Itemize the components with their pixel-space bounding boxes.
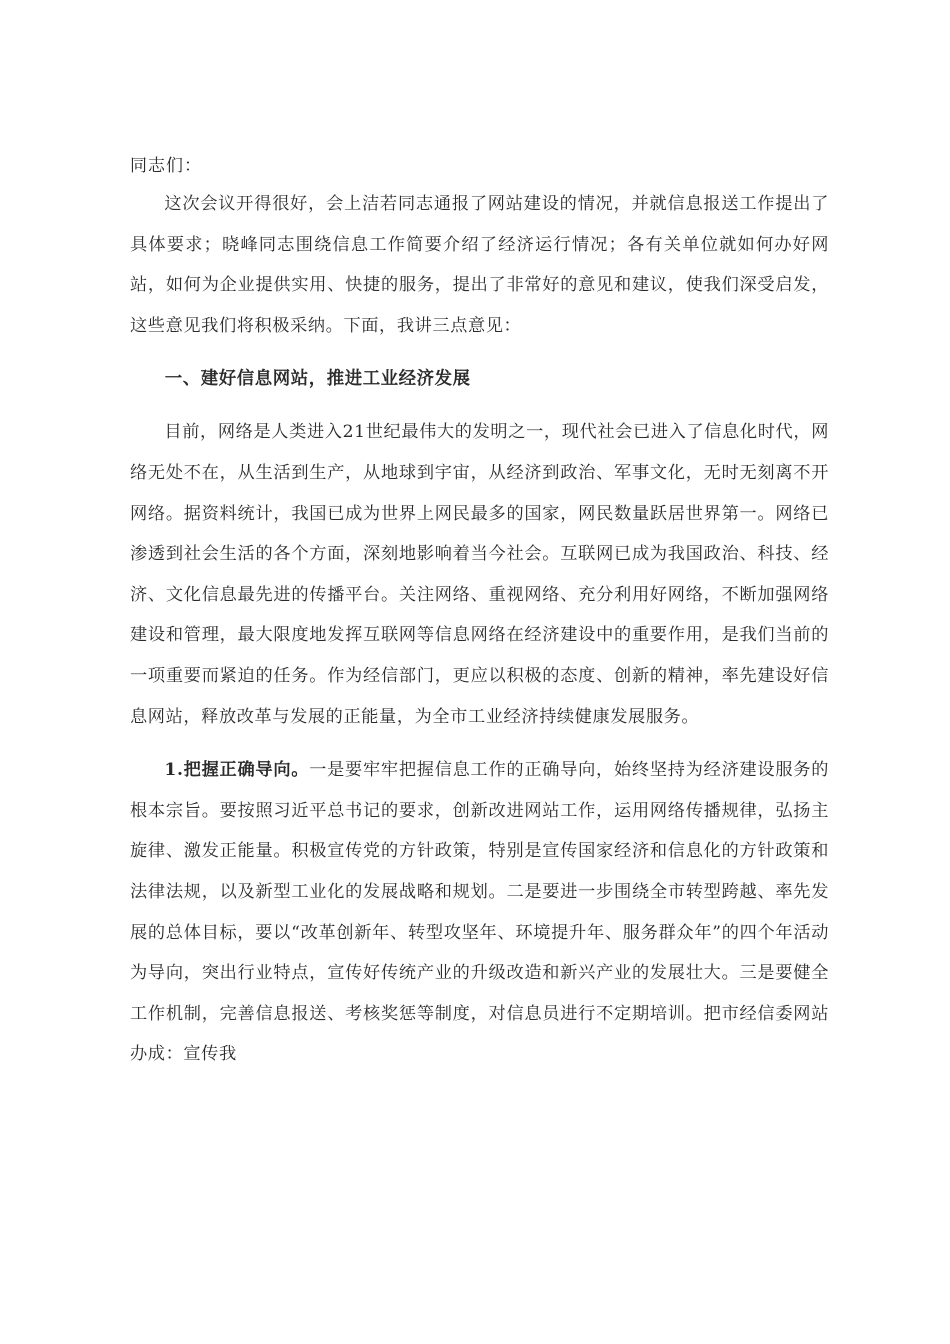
document-body xyxy=(130,153,829,1075)
section-1-heading: 一、建好信息网站，推进工业经济发展 xyxy=(164,369,471,390)
salutation: 同志们： xyxy=(130,156,202,176)
section-1-paragraph: 目前，网络是人类进入21世纪最伟大的发明之一，现代社会已进入了信息化时代，网络无处不在，从生活到生产，从地球到宇宙，从经济到政治、军事文化，无时无刻离不开网络。据资料统计，我国已成为世界上网民最多的国家，网民数量跃居世界第一。网络已渗透到社会生活的各个方面，深刻地影响着当今社会。互联网已成为我国政治、科技、经济、文化信息最先进的传播平台。关注网络、重视网络、充分利用好网络，不断加强网络建设和管理，最大限度地发挥互联网等信息网络在经济建设中的重要作用，是我们当前的一项重要而紧迫的任务。作为经信部门，更应以积极的态度、创新的精神，率先建设好信息网站，释放改革与发展的正能量，为全市工业经济持续健康发展服务。 xyxy=(130,422,829,727)
point-1-lead: 1.把握正确导向。 xyxy=(164,760,310,781)
point-1-paragraph xyxy=(130,750,829,1075)
opening-paragraph: 这次会议开得很好，会上洁若同志通报了网站建设的情况，并就信息报送工作提出了具体要求；晓峰同志围绕信息工作简要介绍了经济运行情况；各有关单位就如何办好网站，如何为企业提供实用、快捷的服务，提出了非常好的意见和建议，使我们深受启发，这些意见我们将积极采纳。下面，我讲三点意见： xyxy=(130,194,829,336)
point-1-body: 一是要牢牢把握信息工作的正确导向，始终坚持为经济建设服务的根本宗旨。要按照习近平总书记的要求，创新改进网站工作，运用网络传播规律，弘扬主旋律、激发正能量。积极宣传党的方针政策，特别是宣传国家经济和信息化的方针政策和法律法规，以及新型工业化的发展战略和规划。二是要进一步围绕全市转型跨越、率先发展的总体目标，要以“改革创新年、转型攻坚年、环境提升年、服务群众年”的四个年活动为导向，突出行业特点，宣传好传统产业的升级改造和新兴产业的发展壮大。三是要健全工作机制，完善信息报送、考核奖惩等制度，对信息员进行不定期培训。把市经信委网站办成：宣传我 xyxy=(130,760,830,1065)
